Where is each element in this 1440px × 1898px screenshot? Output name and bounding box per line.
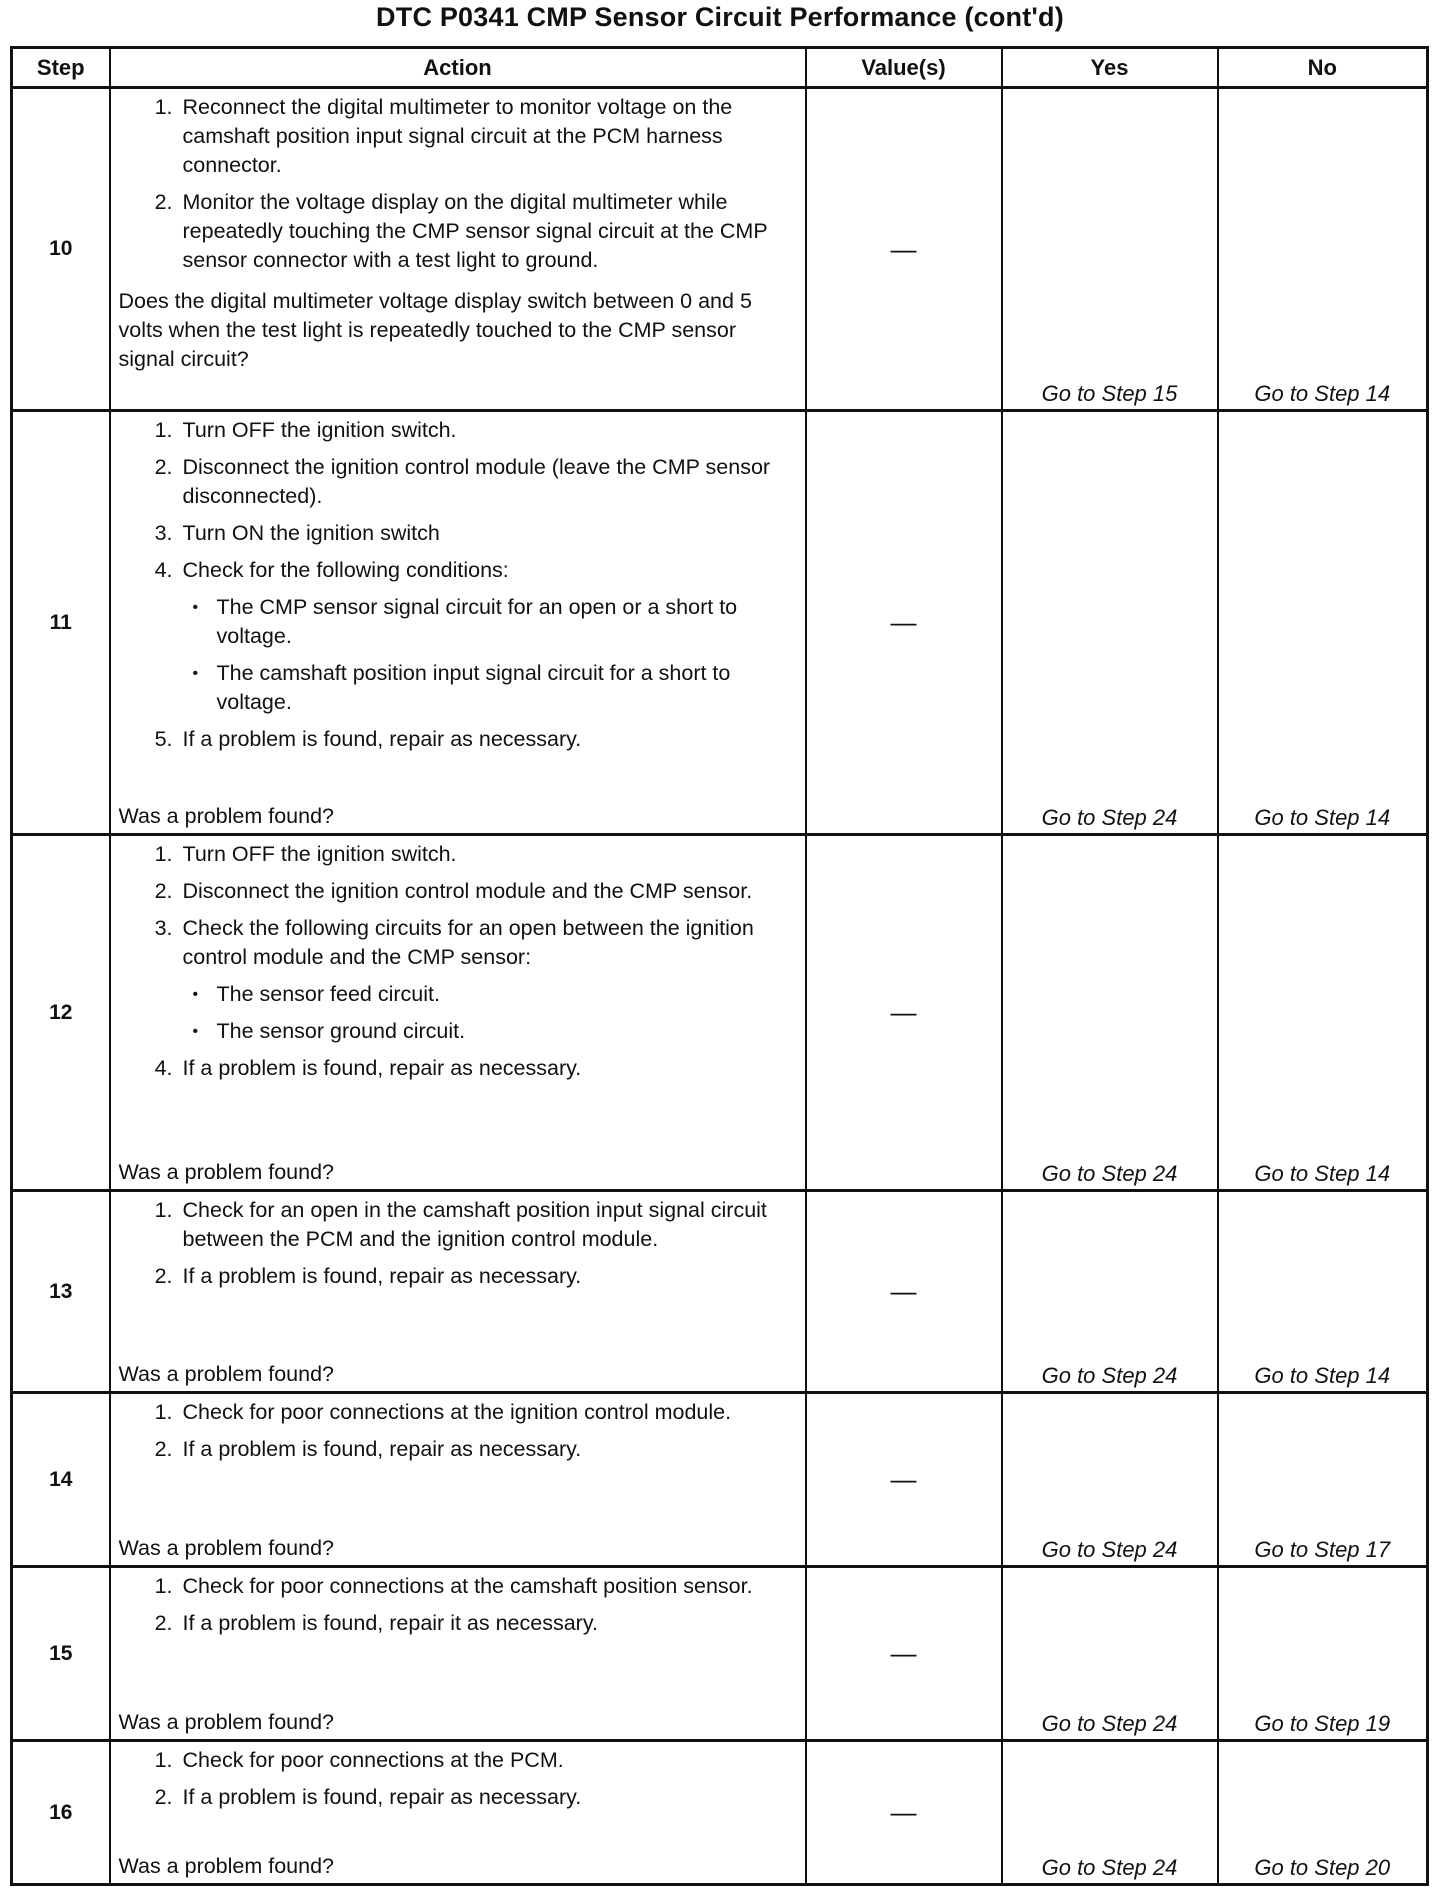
- table-row: [12, 835, 1428, 1191]
- action-step: 2. If a problem is found, repair it as necessary.: [154, 1611, 598, 1635]
- action-steps: [119, 1398, 797, 1472]
- step-number: 15: [12, 1567, 110, 1741]
- value-cell: —: [806, 88, 1002, 411]
- no-outcome: Go to Step 17: [1218, 1393, 1428, 1567]
- action-step: 2. Monitor the voltage display on the digital multimeter while repeatedly touching the CMP sensor signal circuit at the CMP sensor connector with a test light to ground.: [154, 190, 768, 272]
- action-step: 5. If a problem is found, repair as necessary.: [154, 727, 582, 751]
- action-column-header: Action: [110, 48, 806, 88]
- action-step: 1. Check for poor connections at the ignition control module.: [154, 1400, 732, 1424]
- circuit-item: • The sensor feed circuit.: [217, 980, 797, 1009]
- table-row: [12, 411, 1428, 835]
- action-cell: [110, 1741, 806, 1885]
- condition-item: • The CMP sensor signal circuit for an open or a short to voltage.: [217, 593, 797, 651]
- action-cell: [110, 88, 806, 411]
- action-step: 2. Disconnect the ignition control module and the CMP sensor.: [154, 879, 753, 903]
- step-number: 11: [12, 411, 110, 835]
- action-cell: [110, 1191, 806, 1393]
- value-cell: —: [806, 411, 1002, 835]
- yes-outcome: Go to Step 15: [1002, 88, 1218, 411]
- action-steps: [119, 93, 797, 283]
- table-row: [12, 1741, 1428, 1885]
- step-question: Was a problem found?: [118, 1362, 335, 1386]
- value-cell: —: [806, 1741, 1002, 1885]
- action-step: 3. Turn ON the ignition switch: [154, 521, 440, 545]
- action-step: 1. Check for an open in the camshaft position input signal circuit between the PCM and the ignition control module.: [154, 1198, 767, 1251]
- no-column-header: No: [1218, 48, 1428, 88]
- value-cell: —: [806, 835, 1002, 1191]
- yes-outcome: Go to Step 24: [1002, 1191, 1218, 1393]
- no-outcome: Go to Step 20: [1218, 1741, 1428, 1885]
- diagnostic-table: [10, 46, 1429, 1886]
- action-step: 2. Disconnect the ignition control module (leave the CMP sensor disconnected).: [154, 455, 771, 508]
- step-question: Does the digital multimeter voltage display switch between 0 and 5 volts when the test light is repeatedly touched to the CMP sensor signal circuit?: [118, 289, 752, 371]
- no-outcome: Go to Step 14: [1218, 1191, 1428, 1393]
- header-row: [12, 48, 1428, 88]
- step-question: Was a problem found?: [118, 1536, 335, 1560]
- action-steps: [119, 1196, 797, 1299]
- yes-outcome: Go to Step 24: [1002, 835, 1218, 1191]
- page-title: DTC P0341 CMP Sensor Circuit Performance (cont'd): [376, 2, 1064, 32]
- no-outcome: Go to Step 14: [1218, 411, 1428, 835]
- action-step: 1. Turn OFF the ignition switch.: [154, 842, 457, 866]
- step-number: 13: [12, 1191, 110, 1393]
- step-question: Was a problem found?: [118, 1160, 335, 1184]
- action-steps: [119, 840, 797, 1091]
- table-row: [12, 1191, 1428, 1393]
- step-column-header: Step: [12, 48, 110, 88]
- table-row: [12, 1567, 1428, 1741]
- action-step: 2. If a problem is found, repair as necessary.: [154, 1785, 582, 1809]
- action-cell: [110, 411, 806, 835]
- action-steps: [119, 1746, 797, 1820]
- action-cell: [110, 835, 806, 1191]
- step-question: Was a problem found?: [118, 1854, 335, 1878]
- condition-list: [183, 593, 797, 717]
- circuit-list: [183, 980, 797, 1046]
- action-steps: [119, 1572, 797, 1646]
- action-step: 1. Check for poor connections at the PCM.: [154, 1748, 564, 1772]
- step-question: Was a problem found?: [118, 804, 335, 828]
- step-number: 14: [12, 1393, 110, 1567]
- value-cell: —: [806, 1191, 1002, 1393]
- action-step: 4. If a problem is found, repair as necessary.: [154, 1056, 582, 1080]
- yes-outcome: Go to Step 24: [1002, 1741, 1218, 1885]
- no-outcome: Go to Step 14: [1218, 835, 1428, 1191]
- step-number: 16: [12, 1741, 110, 1885]
- action-step: 3. Check the following circuits for an open between the ignition control module and the CMP sensor: • The sensor feed circuit. • The sensor ground circuit.: [183, 914, 797, 1046]
- table-row: [12, 88, 1428, 411]
- action-cell: [110, 1393, 806, 1567]
- yes-column-header: Yes: [1002, 48, 1218, 88]
- action-step: 1. Turn OFF the ignition switch.: [154, 418, 457, 442]
- step-number: 10: [12, 88, 110, 411]
- value-cell: —: [806, 1567, 1002, 1741]
- circuit-item: • The sensor ground circuit.: [217, 1017, 797, 1046]
- action-steps: [119, 416, 797, 762]
- table-row: [12, 1393, 1428, 1567]
- values-column-header: Value(s): [806, 48, 1002, 88]
- no-outcome: Go to Step 19: [1218, 1567, 1428, 1741]
- action-cell: [110, 1567, 806, 1741]
- step-number: 12: [12, 835, 110, 1191]
- action-step: 2. If a problem is found, repair as necessary.: [154, 1264, 582, 1288]
- action-step: 4. Check for the following conditions: • The CMP sensor signal circuit for an open or a short to voltage. • The camshaft position input signal circuit for a short to voltage.: [183, 556, 797, 717]
- action-step: 2. If a problem is found, repair as necessary.: [154, 1437, 582, 1461]
- step-question: Was a problem found?: [118, 1710, 335, 1734]
- action-step: 1. Reconnect the digital multimeter to monitor voltage on the camshaft position input signal circuit at the PCM harness connector.: [154, 95, 733, 177]
- condition-item: • The camshaft position input signal circuit for a short to voltage.: [217, 659, 797, 717]
- value-cell: —: [806, 1393, 1002, 1567]
- yes-outcome: Go to Step 24: [1002, 1393, 1218, 1567]
- yes-outcome: Go to Step 24: [1002, 1567, 1218, 1741]
- no-outcome: Go to Step 14: [1218, 88, 1428, 411]
- yes-outcome: Go to Step 24: [1002, 411, 1218, 835]
- action-step: 1. Check for poor connections at the camshaft position sensor.: [154, 1574, 753, 1598]
